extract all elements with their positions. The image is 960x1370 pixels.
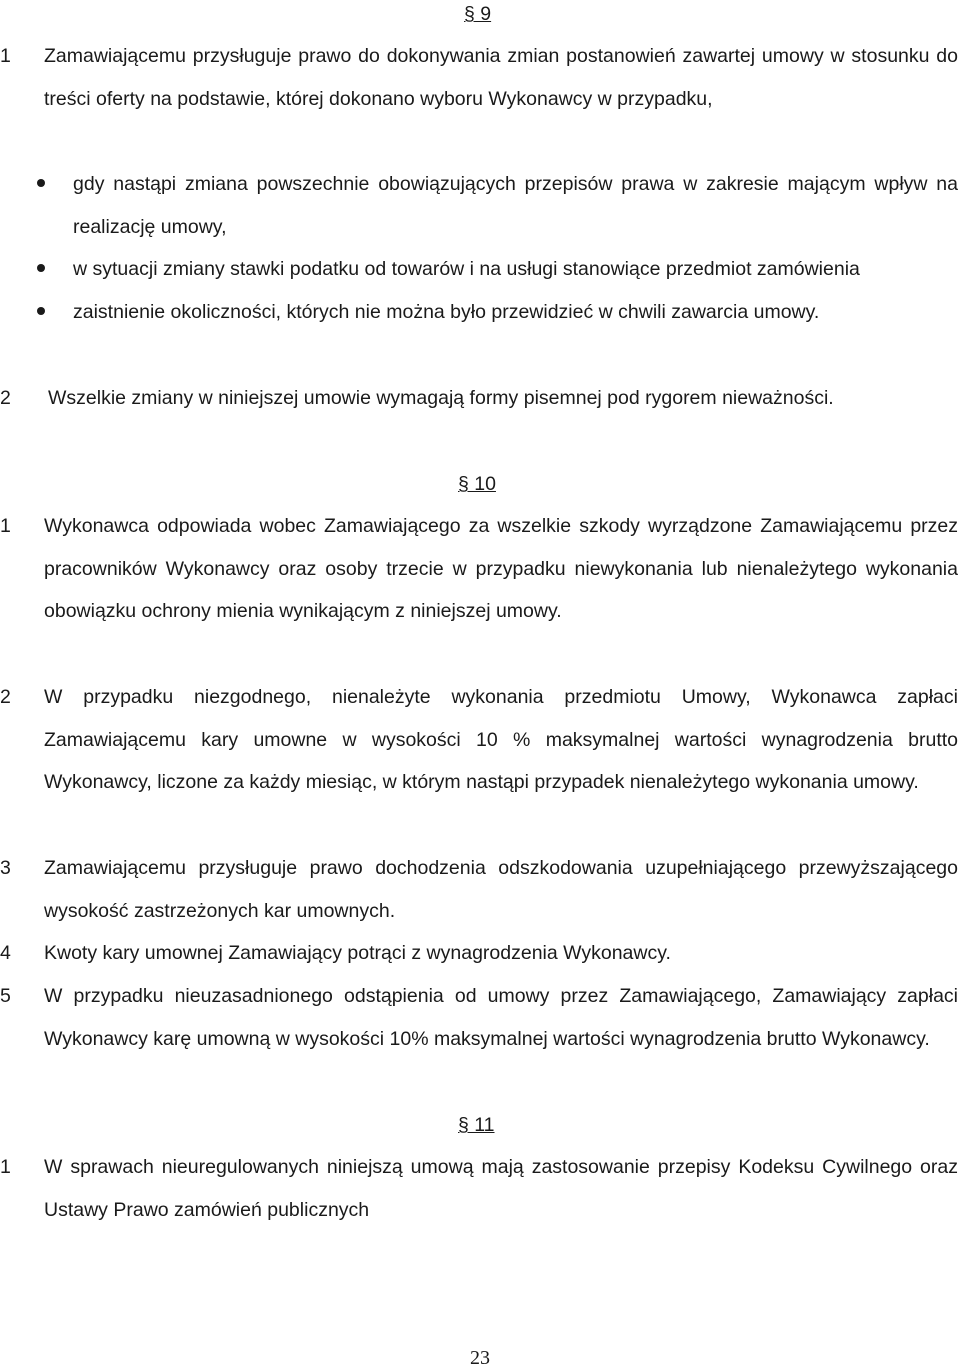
bullet-icon bbox=[37, 264, 45, 272]
item-number: 1 bbox=[0, 45, 11, 67]
bullet-text: w sytuacji zmiany stawki podatku od towarów i na usługi stanowiące przedmiot zamówienia bbox=[73, 258, 860, 280]
page-number: 23 bbox=[470, 1347, 490, 1369]
item-text: W sprawach nieuregulowanych niniejszą umową mają zastosowanie przepisy Kodeksu Cywilnego oraz Ustawy Prawo zamówień publicznych bbox=[44, 1156, 958, 1221]
s10-item-4 bbox=[0, 932, 958, 975]
s9-bullet-list bbox=[0, 163, 958, 333]
bullet-item bbox=[0, 248, 958, 291]
bullet-item bbox=[0, 163, 958, 248]
bullet-text: gdy nastąpi zmiana powszechnie obowiązujących przepisów prawa w zakresie mającym wpływ na realizację umowy, bbox=[73, 173, 958, 238]
section-heading-11: § 11 bbox=[458, 1114, 495, 1136]
item-number: 4 bbox=[0, 942, 11, 964]
section-heading-10: § 10 bbox=[458, 473, 496, 495]
s9-item-2 bbox=[0, 377, 958, 420]
item-number: 1 bbox=[0, 515, 11, 537]
item-text: Zamawiającemu przysługuje prawo dochodzenia odszkodowania uzupełniającego przewyższającego wysokość zastrzeżonych kar umownych. bbox=[44, 857, 958, 922]
item-text: Wszelkie zmiany w niniejszej umowie wymagają formy pisemnej pod rygorem nieważności. bbox=[48, 387, 834, 409]
item-text: Kwoty kary umownej Zamawiający potrąci z wynagrodzenia Wykonawcy. bbox=[44, 942, 671, 964]
s10-item-5 bbox=[0, 975, 958, 1060]
item-number: 3 bbox=[0, 857, 11, 879]
item-number: 1 bbox=[0, 1156, 11, 1178]
s10-item-3 bbox=[0, 847, 958, 932]
bullet-icon bbox=[37, 179, 45, 187]
item-number: 2 bbox=[0, 686, 11, 708]
bullet-item bbox=[0, 291, 958, 334]
section-heading-9: § 9 bbox=[464, 3, 492, 25]
item-text: Zamawiającemu przysługuje prawo do dokonywania zmian postanowień zawartej umowy w stosunku do treści oferty na podstawie, której dokonano wyboru Wykonawcy w przypadku, bbox=[44, 45, 958, 110]
item-text: Wykonawca odpowiada wobec Zamawiającego za wszelkie szkody wyrządzone Zamawiającemu przez pracowników Wykonawcy oraz osoby trzecie w przypadku niewykonania lub nienależytego wykonania obowiązku ochrony mienia wynikającym z niniejszej umowy. bbox=[44, 515, 958, 622]
s10-item-2 bbox=[0, 676, 958, 804]
bullet-icon bbox=[37, 307, 45, 315]
item-number: 2 bbox=[0, 387, 11, 409]
item-text: W przypadku nieuzasadnionego odstąpienia od umowy przez Zamawiającego, Zamawiający zapłaci Wykonawcy karę umowną w wysokości 10% maksymalnej wartości wynagrodzenia brutto Wykonawcy. bbox=[44, 985, 958, 1050]
s10-item-1 bbox=[0, 505, 958, 633]
bullet-text: zaistnienie okoliczności, których nie można było przewidzieć w chwili zawarcia umowy. bbox=[73, 300, 820, 323]
s9-item-1 bbox=[0, 35, 958, 120]
item-text: W przypadku niezgodnego, nienależyte wykonania przedmiotu Umowy, Wykonawca zapłaci Zamawiającemu kary umowne w wysokości 10 % maksymalnej wartości wynagrodzenia brutto Wykonawcy, liczone za każdy miesiąc, w którym nastąpi przypadek nienależytego wykonania umowy. bbox=[44, 686, 958, 793]
item-number: 5 bbox=[0, 985, 11, 1007]
s11-item-1 bbox=[0, 1146, 958, 1231]
